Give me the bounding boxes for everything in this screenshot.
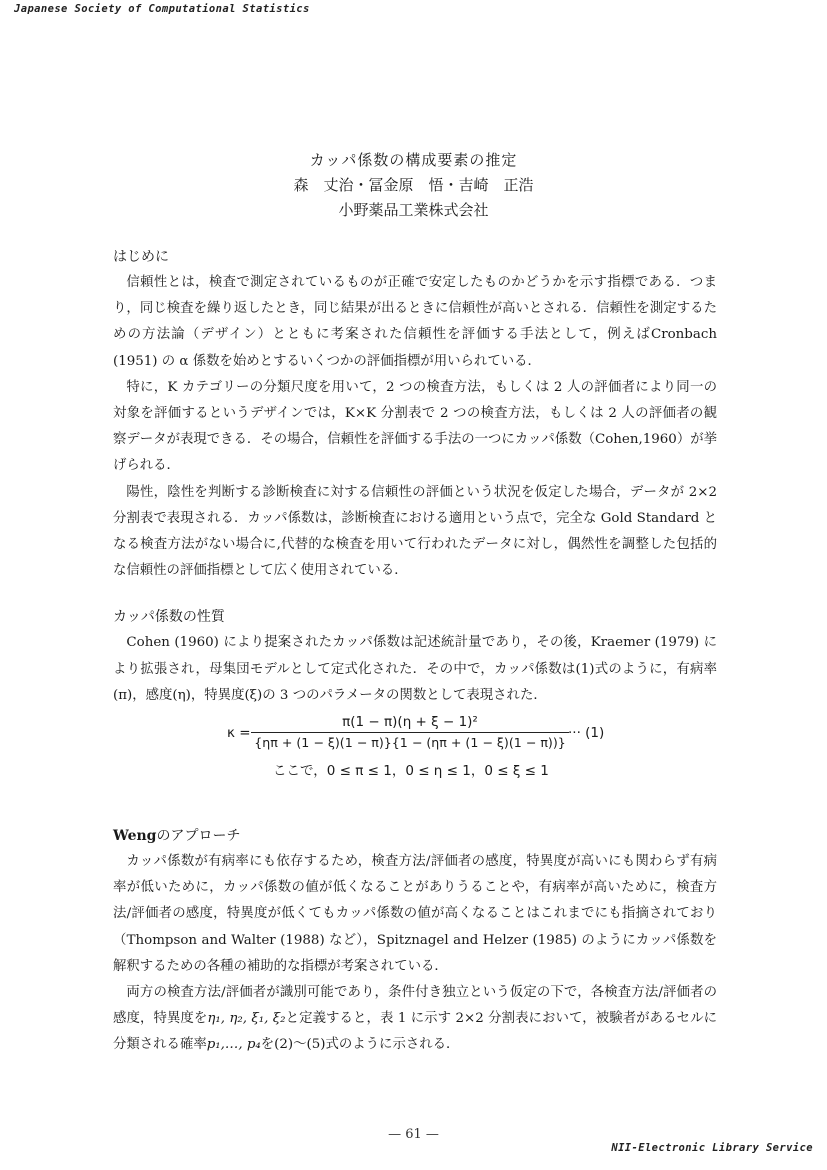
equation-number: ··· (1) <box>568 725 605 742</box>
paragraph: 陽性，陰性を判断する診断検査に対する信頼性の評価という状況を仮定した場合，データが 2×2 分割表で表現される．カッパ係数は，診断検査における適用という点で，完全な Gold Standard となる検査方法がない場合に,代替的な検査を用いて行われたデータに対し，偶然性を調整した包括的な信頼性の評価指標として広く使用されている． <box>113 484 717 579</box>
equation-fraction <box>251 713 569 752</box>
equation-1 <box>113 711 717 783</box>
equation-lhs: κ = <box>227 725 251 742</box>
fraction-bar <box>251 732 569 733</box>
library-service-footer: NII-Electronic Library Service <box>611 1142 813 1154</box>
paper-body <box>113 244 717 1059</box>
paragraph-text: を(2)～(5)式のように示される． <box>260 1037 460 1053</box>
paragraph: カッパ係数が有病率にも依存するため，検査方法/評価者の感度，特異度が高いにも関わらず有病率が低いために，カッパ係数の値が低くなることがありうることや，有病率が高いために，検査方法/評価者の感度，特異度が低くてもカッパ係数の値が高くなることはこれまでにも指摘されており（Thompson and Walter (1988) など），Spitznagel and Helzer (1985) のようにカッパ係数を解釈するための各種の補助的な指標が考案されている． <box>113 854 717 974</box>
inline-math-params: η₁, η₂, ξ₁, ξ₂ <box>207 1011 286 1027</box>
authors: 森 丈治・冨金原 悟・吉崎 正浩 <box>293 176 534 194</box>
equation-condition: ここで，0 ≤ π ≤ 1，0 ≤ η ≤ 1，0 ≤ ξ ≤ 1 <box>273 763 549 780</box>
section-heading-kappa-properties: カッパ係数の性質 <box>113 609 225 626</box>
equation-numerator: π(1 − π)(η + ξ − 1)² <box>342 714 478 731</box>
society-header: Japanese Society of Computational Statistics <box>14 3 310 15</box>
paragraph: Cohen (1960) により提案されたカッパ係数は記述統計量であり，その後，Kraemer (1979) により拡張され，母集団モデルとして定式化された．その中で，カッパ係数は(1)式のように，有病率(π)，感度(η)，特異度(ξ)の 3 つのパラメータの関数として表現された． <box>113 635 717 703</box>
paragraph: 信頼性とは，検査で測定されているものが正確で安定したものかどうかを示す指標である．つまり，同じ検査を繰り返したとき，同じ結果が出るときに信頼性が高いとされる．信頼性を測定するための方法論（デザイン）とともに考案された信頼性を評価する手法として，例えばCronbach (1951) の α 係数を始めとするいくつかの評価指標が用いられている． <box>113 275 717 369</box>
paragraph: 特に，K カテゴリーの分類尺度を用いて，2 つの検査方法，もしくは 2 人の評価者により同一の対象を評価するというデザインでは，K×K 分割表で 2 つの検査方法，もしくは 2 人の評価者の観察データが表現できる．その場合，信頼性を評価する手法の一つにカッパ係数（Cohen,1960）が挙げられる． <box>113 379 717 474</box>
paragraph-text: 両方の検査方法/評価者が識別可能であり，条件付き独立という仮定の下で，各検査方法/評価者の感度，特異度を <box>113 985 717 1027</box>
affiliation: 小野薬品工業株式会社 <box>338 201 489 219</box>
paper-title: カッパ係数の構成要素の推定 <box>309 151 518 169</box>
page-number: — 61 — <box>388 1127 439 1142</box>
paragraph-text: と定義すると，表 1 に示す 2×2 分割表において，被験者があるセルに分類される確率 <box>113 1011 717 1053</box>
section-heading-weng-approach <box>113 823 717 849</box>
heading-latin: Weng <box>113 828 157 845</box>
paragraph-with-math <box>113 980 717 1059</box>
title-block <box>0 148 827 223</box>
inline-math-probs: p₁,…, p₄ <box>206 1037 261 1053</box>
equation-denominator: {ηπ + (1 − ξ)(1 − π)}{1 − (ηπ + (1 − ξ)(1 − π))} <box>254 735 566 751</box>
section-heading-intro: はじめに <box>113 249 169 265</box>
heading-rest: のアプローチ <box>156 828 241 845</box>
